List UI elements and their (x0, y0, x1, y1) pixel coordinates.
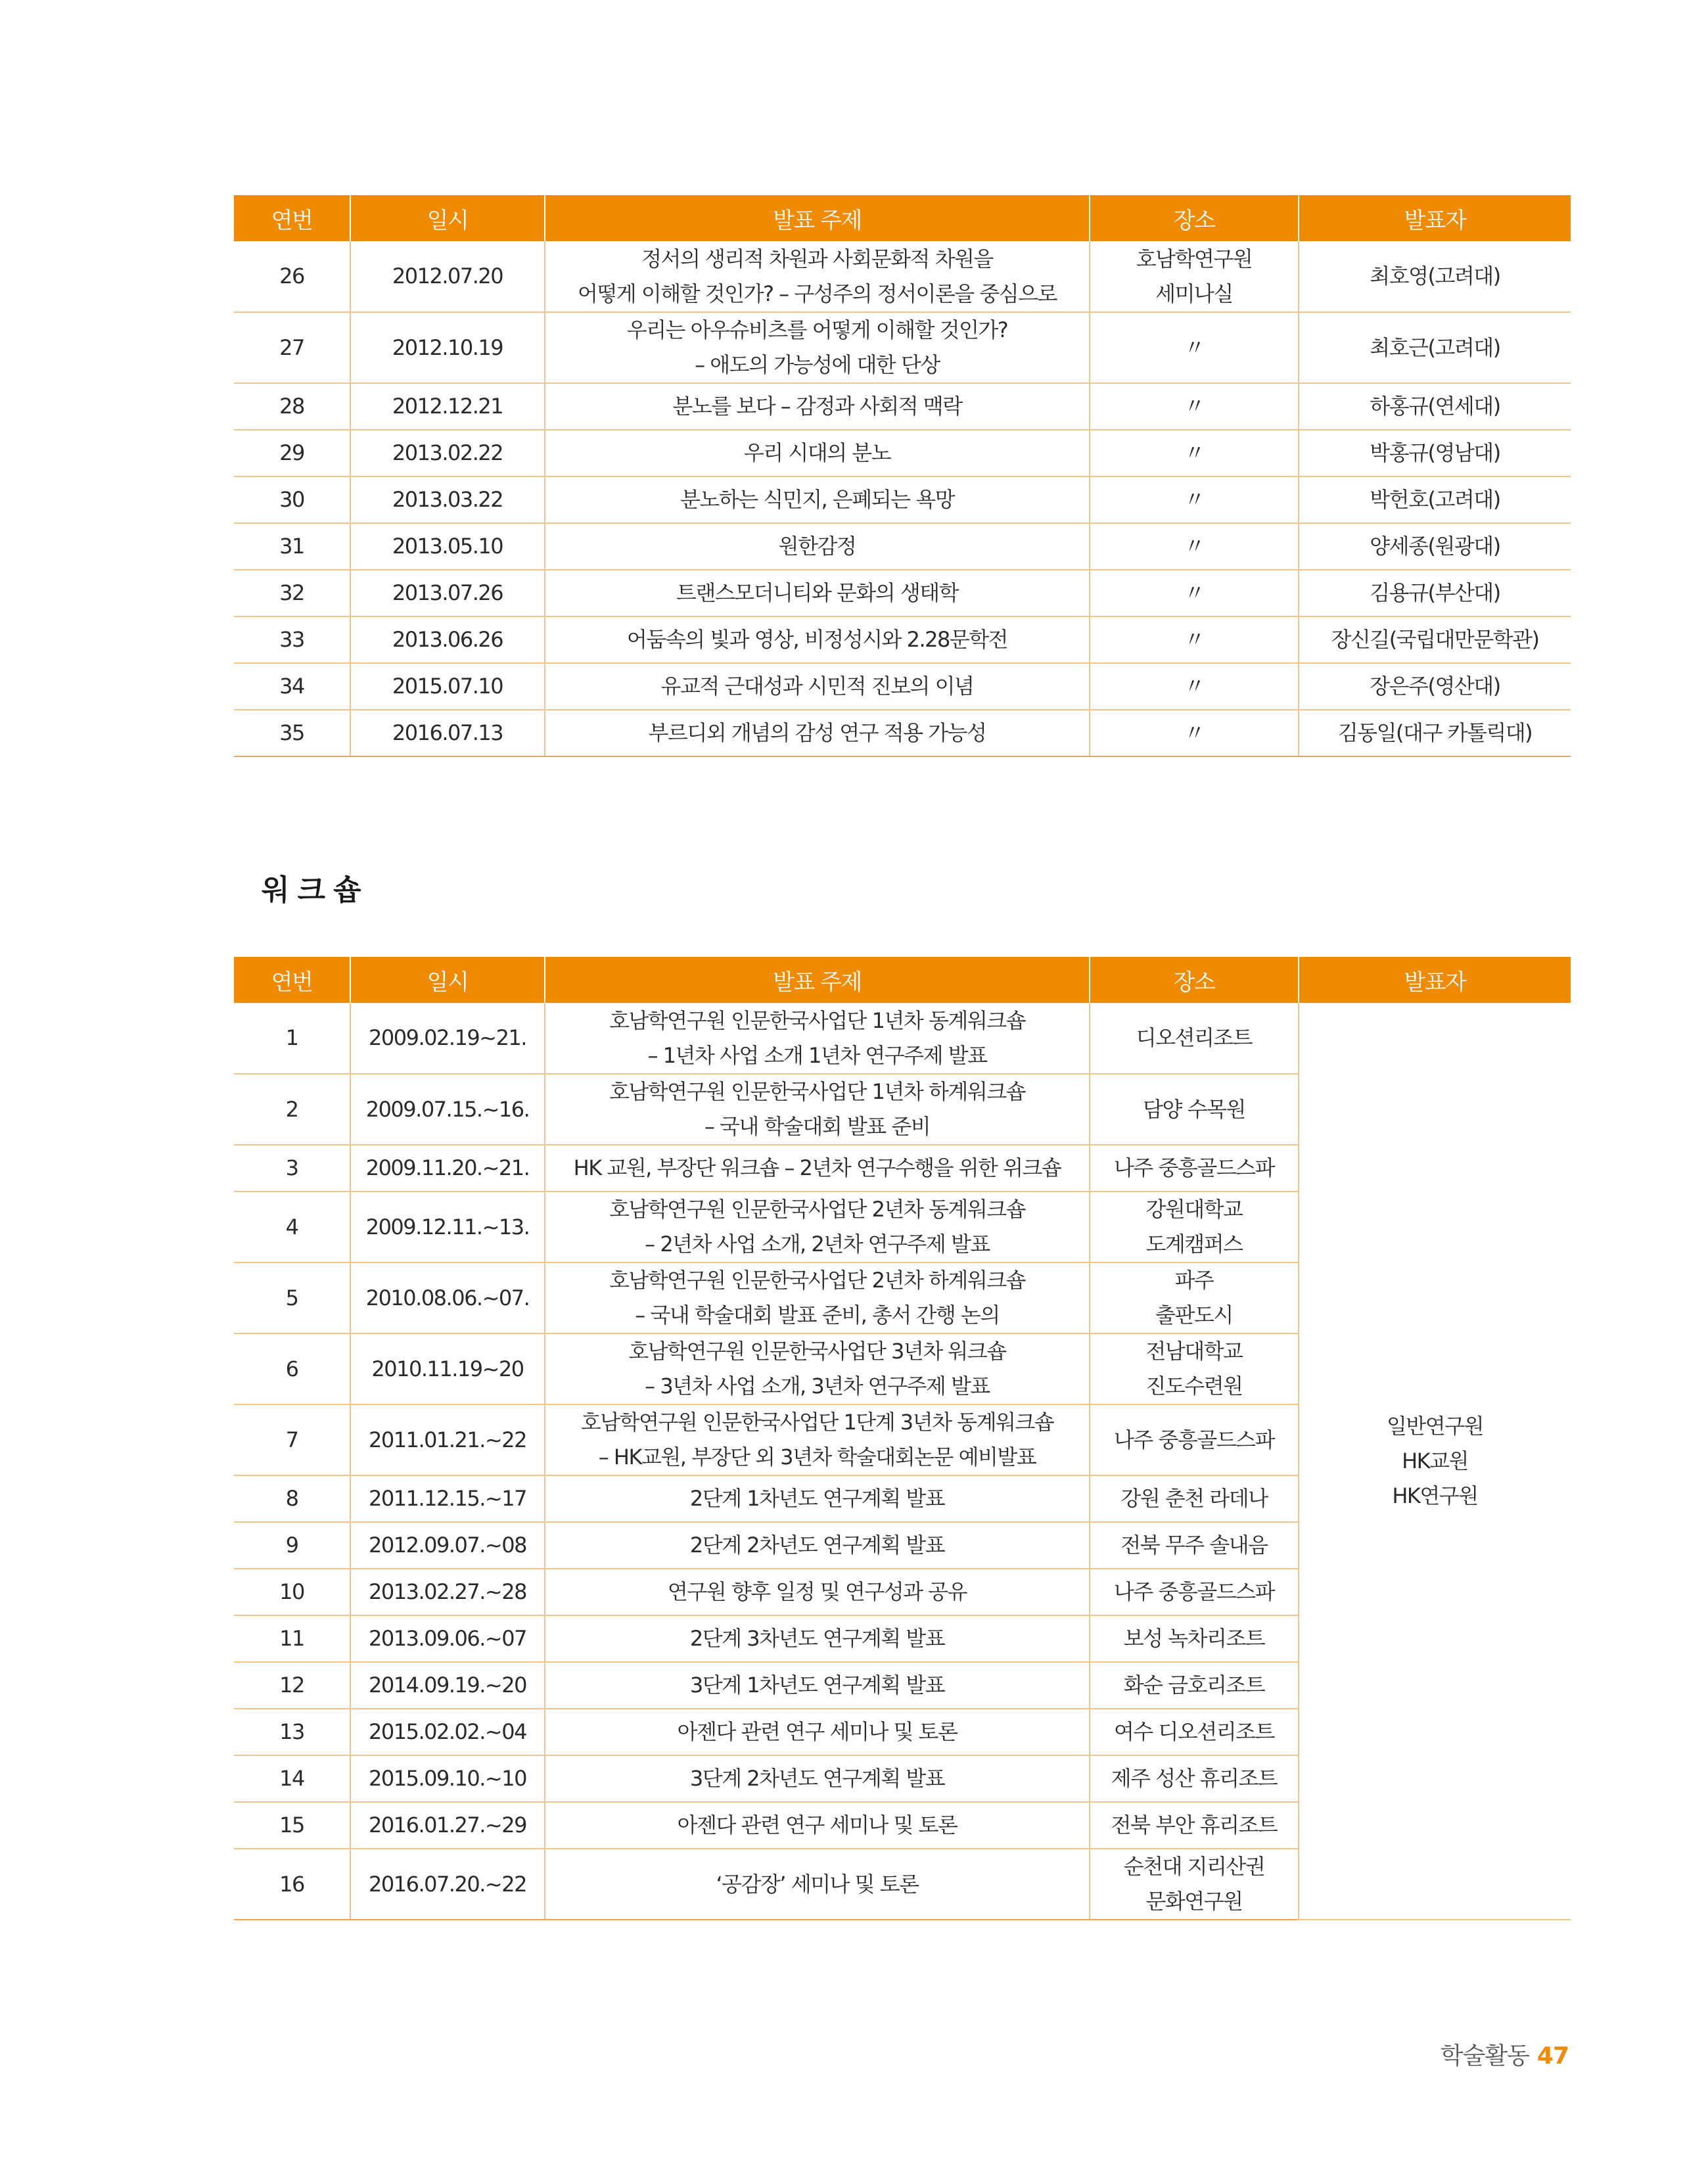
cell-presenter: 김용규(부산대) (1299, 570, 1571, 616)
cell-date: 2013.02.22 (350, 430, 545, 476)
cell-topic (545, 1569, 1090, 1615)
cell-topic-line: 우리는 아우슈비츠를 어떻게 이해할 것인가? (626, 317, 1008, 342)
cell-date: 2013.07.26 (350, 570, 545, 616)
cell-no: 5 (234, 1262, 350, 1333)
cell-venue-line: 〃 (1184, 394, 1205, 419)
cell-venue (1090, 1709, 1299, 1755)
cell-topic-line: 호남학연구원 인문한국사업단 2년차 동계워크숍 (609, 1197, 1026, 1222)
cell-date: 2010.11.19~20 (350, 1333, 545, 1404)
cell-topic-line: 분노하는 식민지, 은폐되는 욕망 (680, 487, 955, 512)
cell-topic-line: 트랜스모더니티와 문화의 생태학 (676, 580, 959, 605)
cell-topic (545, 1262, 1090, 1333)
cell-no: 6 (234, 1333, 350, 1404)
cell-no: 2 (234, 1074, 350, 1145)
cell-presenter: 최호영(고려대) (1299, 241, 1571, 312)
table-row (234, 383, 1571, 430)
cell-date: 2015.02.02.~04 (350, 1709, 545, 1755)
cell-date: 2011.01.21.~22 (350, 1404, 545, 1475)
cell-venue-line: 〃 (1184, 627, 1205, 652)
cell-venue (1090, 1145, 1299, 1191)
cell-venue (1090, 1662, 1299, 1709)
cell-venue-line: 나주 중흥골드스파 (1114, 1427, 1274, 1452)
cell-venue-line: 〃 (1184, 335, 1205, 360)
cell-no: 26 (234, 241, 350, 312)
cell-venue-line: 여수 디오션리조트 (1114, 1719, 1274, 1744)
cell-topic (545, 616, 1090, 663)
cell-date: 2010.08.06.~07. (350, 1262, 545, 1333)
cell-date: 2009.12.11.~13. (350, 1191, 545, 1262)
cell-venue-line: 디오션리조트 (1136, 1025, 1253, 1050)
cell-date: 2013.05.10 (350, 523, 545, 570)
cell-no: 29 (234, 430, 350, 476)
cell-topic-line: 호남학연구원 인문한국사업단 1년차 동계워크숍 (609, 1007, 1026, 1033)
cell-venue (1090, 1074, 1299, 1145)
cell-presenter: 장은주(영산대) (1299, 663, 1571, 710)
cell-date: 2009.02.19~21. (350, 1003, 545, 1074)
cell-no: 8 (234, 1475, 350, 1522)
cell-no: 11 (234, 1615, 350, 1662)
cell-topic (545, 1333, 1090, 1404)
header-no: 연번 (234, 957, 350, 1003)
cell-topic (545, 1003, 1090, 1074)
cell-topic-line: – 1년차 사업 소개 1년차 연구주제 발표 (647, 1042, 987, 1068)
cell-venue-line: 강원 춘천 라데나 (1120, 1486, 1268, 1511)
cell-presenter: 양세종(원광대) (1299, 523, 1571, 570)
cell-no: 27 (234, 312, 350, 383)
cell-venue-line: 〃 (1184, 487, 1205, 512)
table-row (234, 241, 1571, 312)
cell-venue-line: 세미나실 (1155, 281, 1233, 306)
page-footer (1441, 2037, 1569, 2071)
cell-date: 2012.10.19 (350, 312, 545, 383)
cell-date: 2012.07.20 (350, 241, 545, 312)
cell-no: 3 (234, 1145, 350, 1191)
cell-topic (545, 430, 1090, 476)
cell-presenter: 박헌호(고려대) (1299, 476, 1571, 523)
cell-topic-line: 3단계 1차년도 연구계획 발표 (689, 1673, 945, 1698)
cell-venue-line: 강원대학교 (1145, 1197, 1243, 1222)
cell-no: 28 (234, 383, 350, 430)
cell-venue (1090, 1404, 1299, 1475)
header-topic: 발표 주제 (545, 195, 1090, 241)
cell-topic-line: 우리 시대의 분노 (743, 440, 891, 465)
cell-no: 1 (234, 1003, 350, 1074)
cell-presenter: 하홍규(연세대) (1299, 383, 1571, 430)
cell-venue-line: 순천대 지리산권 (1123, 1854, 1265, 1879)
cell-topic (545, 710, 1090, 756)
cell-venue-line: 보성 녹차리조트 (1123, 1626, 1265, 1651)
cell-topic (545, 476, 1090, 523)
cell-presenter-merged-line: HK연구원 (1392, 1483, 1478, 1508)
seminar-header-row (234, 195, 1571, 241)
cell-venue-line: 나주 중흥골드스파 (1114, 1155, 1274, 1180)
cell-presenter-merged (1299, 1003, 1571, 1920)
cell-venue-line: 〃 (1184, 534, 1205, 559)
cell-topic-line: ‘공감장’ 세미나 및 토론 (716, 1871, 919, 1897)
cell-venue (1090, 663, 1299, 710)
table-row (234, 312, 1571, 383)
cell-topic-line: – 2년차 사업 소개, 2년차 연구주제 발표 (645, 1232, 990, 1257)
cell-date: 2016.07.20.~22 (350, 1849, 545, 1920)
header-date: 일시 (350, 957, 545, 1003)
cell-no: 35 (234, 710, 350, 756)
cell-venue-line: 호남학연구원 (1136, 246, 1253, 271)
header-topic: 발표 주제 (545, 957, 1090, 1003)
cell-topic-line: 호남학연구원 인문한국사업단 3년차 워크숍 (628, 1339, 1006, 1364)
cell-topic (545, 1191, 1090, 1262)
cell-date: 2012.12.21 (350, 383, 545, 430)
cell-date: 2013.03.22 (350, 476, 545, 523)
cell-venue-line: 전북 부안 휴리조트 (1111, 1813, 1278, 1838)
header-date: 일시 (350, 195, 545, 241)
cell-venue-line: 제주 성산 휴리조트 (1111, 1766, 1278, 1791)
table-row (234, 570, 1571, 616)
cell-venue (1090, 1802, 1299, 1849)
cell-venue (1090, 1333, 1299, 1404)
cell-topic-line: 정서의 생리적 차원과 사회문화적 차원을 (641, 246, 993, 271)
cell-venue (1090, 312, 1299, 383)
cell-venue-line: 나주 중흥골드스파 (1114, 1579, 1274, 1604)
cell-venue-line: 〃 (1184, 720, 1205, 745)
cell-topic-line: 부르디외 개념의 감성 연구 적용 가능성 (648, 720, 986, 745)
seminar-rows (234, 241, 1571, 756)
cell-topic-line: 호남학연구원 인문한국사업단 1년차 하계워크숍 (609, 1079, 1026, 1104)
cell-topic-line: – HK교원, 부장단 외 3년차 학술대회논문 예비발표 (598, 1445, 1036, 1469)
cell-presenter-merged-line: 일반연구원 (1386, 1413, 1484, 1439)
cell-venue-line: 파주 (1174, 1268, 1214, 1293)
cell-venue (1090, 1191, 1299, 1262)
cell-no: 4 (234, 1191, 350, 1262)
header-presenter: 발표자 (1299, 957, 1571, 1003)
section-title-workshop: 워크숍 (262, 873, 369, 907)
cell-topic-line: 2단계 1차년도 연구계획 발표 (689, 1486, 945, 1511)
cell-no: 7 (234, 1404, 350, 1475)
cell-venue (1090, 523, 1299, 570)
cell-no: 31 (234, 523, 350, 570)
cell-topic (545, 1755, 1090, 1802)
cell-venue (1090, 476, 1299, 523)
workshop-header-row (234, 957, 1571, 1003)
cell-date: 2009.07.15.~16. (350, 1074, 545, 1145)
cell-topic-line: 분노를 보다 – 감정과 사회적 맥락 (672, 394, 962, 419)
cell-no: 9 (234, 1522, 350, 1569)
workshop-table (234, 957, 1571, 1920)
cell-venue (1090, 1522, 1299, 1569)
table-row (234, 663, 1571, 710)
cell-topic (545, 663, 1090, 710)
cell-venue-line: 문화연구원 (1145, 1889, 1243, 1914)
cell-venue-line: 〃 (1184, 580, 1205, 605)
cell-venue-line: 진도수련원 (1145, 1374, 1243, 1399)
cell-topic-line: 원한감정 (778, 534, 856, 559)
seminar-table (234, 195, 1571, 757)
cell-topic-line: – 3년차 사업 소개, 3년차 연구주제 발표 (645, 1374, 990, 1399)
table-row (234, 430, 1571, 476)
cell-topic-line: 호남학연구원 인문한국사업단 2년차 하계워크숍 (609, 1268, 1026, 1293)
cell-presenter: 김동일(대구 카톨릭대) (1299, 710, 1571, 756)
cell-venue-line: 화순 금호리조트 (1123, 1673, 1265, 1698)
cell-topic (545, 523, 1090, 570)
cell-topic (545, 1662, 1090, 1709)
table-row (234, 710, 1571, 756)
cell-venue (1090, 570, 1299, 616)
cell-topic (545, 241, 1090, 312)
cell-date: 2016.07.13 (350, 710, 545, 756)
workshop-rows (234, 1003, 1571, 1920)
footer-label: 학술활동 (1440, 2043, 1529, 2070)
cell-topic (545, 1615, 1090, 1662)
header-no: 연번 (234, 195, 350, 241)
cell-topic (545, 1849, 1090, 1920)
cell-topic (545, 1145, 1090, 1191)
cell-topic-line: 2단계 3차년도 연구계획 발표 (689, 1626, 945, 1651)
header-presenter: 발표자 (1299, 195, 1571, 241)
cell-presenter: 최호근(고려대) (1299, 312, 1571, 383)
cell-venue (1090, 1262, 1299, 1333)
cell-topic-line: – 애도의 가능성에 대한 단상 (695, 352, 940, 377)
cell-venue (1090, 616, 1299, 663)
cell-date: 2016.01.27.~29 (350, 1802, 545, 1849)
header-venue: 장소 (1090, 195, 1299, 241)
cell-venue (1090, 241, 1299, 312)
cell-topic-line: – 국내 학술대회 발표 준비, 총서 간행 논의 (635, 1303, 1000, 1328)
cell-no: 12 (234, 1662, 350, 1709)
cell-no: 16 (234, 1849, 350, 1920)
table-row (234, 1003, 1571, 1074)
cell-topic (545, 312, 1090, 383)
cell-topic-line: 유교적 근대성과 시민적 진보의 이념 (660, 674, 974, 699)
cell-date: 2009.11.20.~21. (350, 1145, 545, 1191)
cell-no: 13 (234, 1709, 350, 1755)
cell-topic (545, 1802, 1090, 1849)
page-number: 47 (1536, 2043, 1569, 2070)
cell-presenter-merged-line: HK교원 (1402, 1448, 1468, 1473)
cell-venue-line: 도계캠퍼스 (1145, 1232, 1243, 1257)
cell-no: 30 (234, 476, 350, 523)
cell-topic-line: 3단계 2차년도 연구계획 발표 (689, 1766, 945, 1791)
cell-date: 2013.02.27.~28 (350, 1569, 545, 1615)
cell-venue-line: 〃 (1184, 674, 1205, 699)
cell-venue (1090, 1849, 1299, 1920)
cell-no: 14 (234, 1755, 350, 1802)
cell-topic-line: 연구원 향후 일정 및 연구성과 공유 (667, 1579, 967, 1604)
cell-date: 2012.09.07.~08 (350, 1522, 545, 1569)
cell-topic (545, 1404, 1090, 1475)
cell-topic-line: 아젠다 관련 연구 세미나 및 토론 (677, 1719, 958, 1744)
cell-topic-line: – 국내 학술대회 발표 준비 (704, 1114, 931, 1139)
cell-no: 33 (234, 616, 350, 663)
cell-topic (545, 1709, 1090, 1755)
table-row (234, 476, 1571, 523)
cell-presenter: 장신길(국립대만문학관) (1299, 616, 1571, 663)
cell-venue (1090, 383, 1299, 430)
cell-venue-line: 전북 무주 솔내음 (1120, 1533, 1268, 1558)
cell-venue (1090, 710, 1299, 756)
cell-topic (545, 570, 1090, 616)
cell-topic-line: 어둠속의 빛과 영상, 비정성시와 2.28문학전 (626, 627, 1008, 652)
cell-venue (1090, 1475, 1299, 1522)
cell-no: 10 (234, 1569, 350, 1615)
cell-venue (1090, 1755, 1299, 1802)
cell-topic-line: 2단계 2차년도 연구계획 발표 (689, 1533, 945, 1558)
cell-date: 2014.09.19.~20 (350, 1662, 545, 1709)
cell-venue (1090, 1569, 1299, 1615)
cell-topic-line: 아젠다 관련 연구 세미나 및 토론 (677, 1813, 958, 1838)
cell-date: 2013.06.26 (350, 616, 545, 663)
table-row (234, 616, 1571, 663)
cell-presenter: 박홍규(영남대) (1299, 430, 1571, 476)
cell-topic-line: HK 교원, 부장단 워크숍 – 2년차 연구수행을 위한 위크숍 (573, 1155, 1061, 1180)
cell-date: 2013.09.06.~07 (350, 1615, 545, 1662)
header-venue: 장소 (1090, 957, 1299, 1003)
cell-topic (545, 1522, 1090, 1569)
cell-venue (1090, 430, 1299, 476)
table-row (234, 523, 1571, 570)
cell-venue-line: 출판도시 (1155, 1303, 1233, 1328)
cell-venue-line: 담양 수목원 (1143, 1096, 1245, 1122)
cell-date: 2015.09.10.~10 (350, 1755, 545, 1802)
cell-topic (545, 1074, 1090, 1145)
cell-topic (545, 383, 1090, 430)
cell-topic-line: 호남학연구원 인문한국사업단 1단계 3년차 동계워크숍 (580, 1410, 1054, 1435)
cell-venue (1090, 1003, 1299, 1074)
cell-date: 2011.12.15.~17 (350, 1475, 545, 1522)
cell-topic-line: 어떻게 이해할 것인가? – 구성주의 정서이론을 중심으로 (577, 281, 1057, 306)
cell-topic (545, 1475, 1090, 1522)
cell-venue-line: 전남대학교 (1145, 1339, 1243, 1364)
cell-venue-line: 〃 (1184, 440, 1205, 465)
cell-no: 32 (234, 570, 350, 616)
cell-date: 2015.07.10 (350, 663, 545, 710)
cell-venue (1090, 1615, 1299, 1662)
cell-no: 15 (234, 1802, 350, 1849)
cell-no: 34 (234, 663, 350, 710)
